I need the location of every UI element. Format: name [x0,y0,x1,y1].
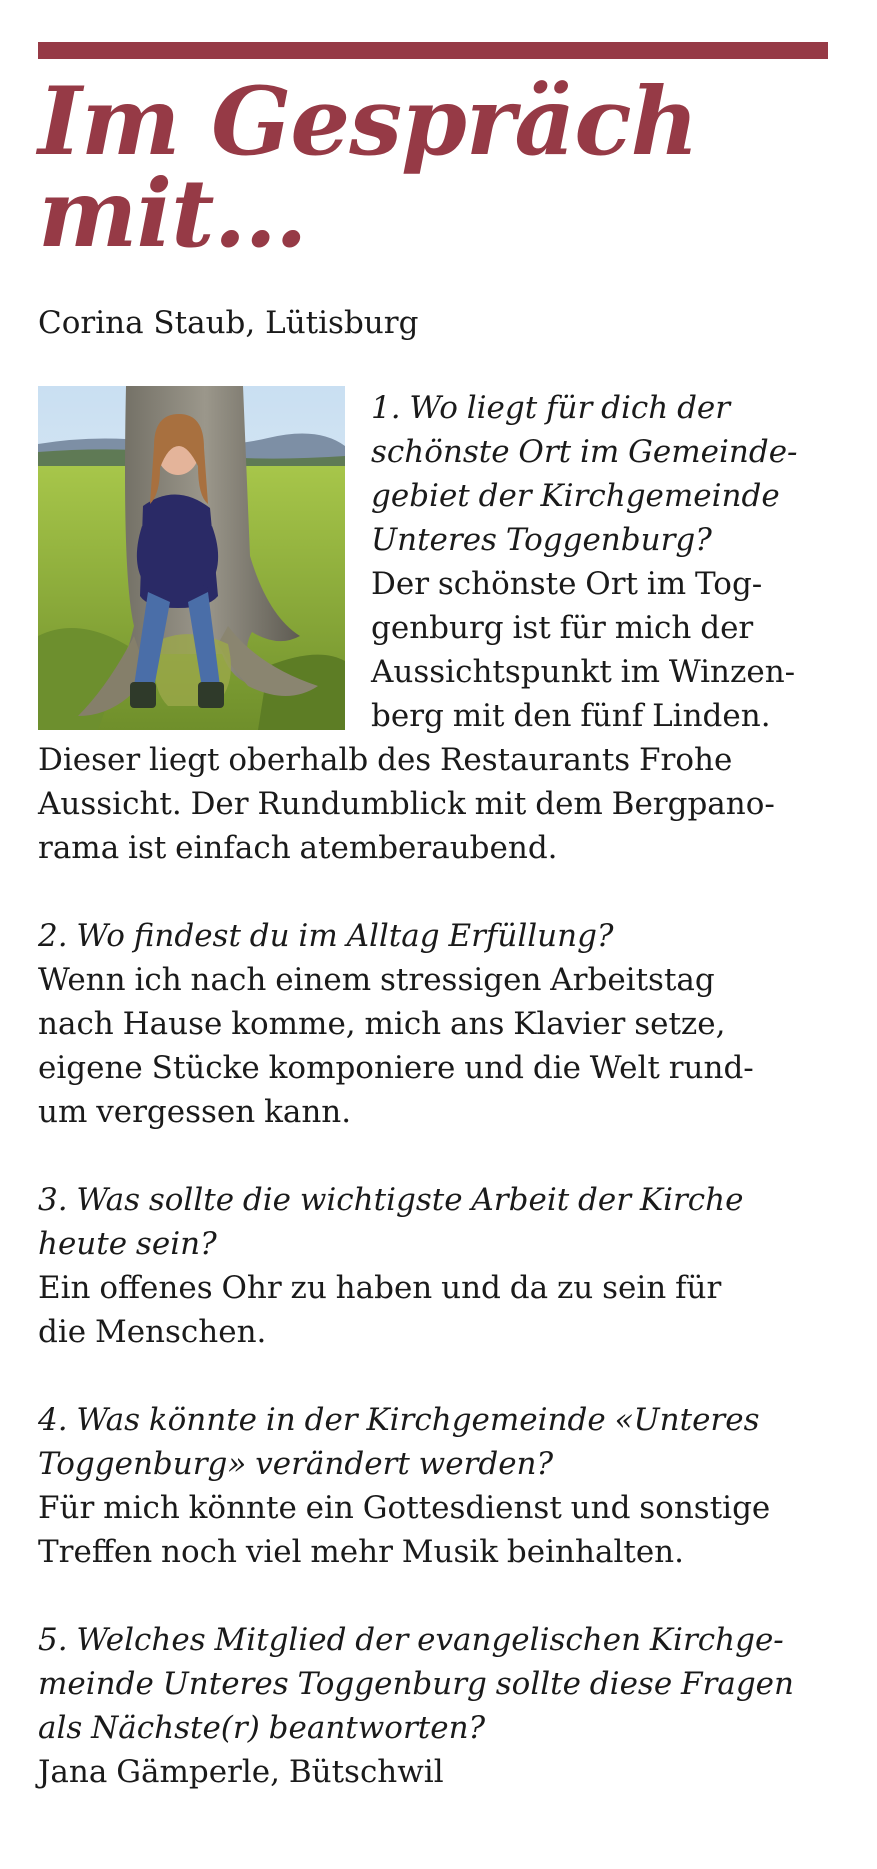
portrait-photo [38,386,345,730]
answer: Ein offenes Ohr zu haben und da zu sein für die Menschen. [38,1270,722,1350]
question: 1. Wo liegt für dich der schönste Ort im Gemeinde- gebiet der Kirchgemeinde Unteres Toggenburg? [371,390,798,558]
answer: Jana Gämperle, Bütschwil [38,1754,444,1790]
qa-item [38,1178,828,1354]
question: 4. Was könnte in der Kirchgemeinde «Unteres Toggenburg» verändert werden? [38,1402,760,1482]
question: 5. Welches Mitglied der evangelischen Kirchge- meinde Unteres Toggenburg sollte diese Fragen als Nächste(r) beantworten? [38,1622,794,1746]
question: 3. Was sollte die wichtigste Arbeit der Kirche heute sein? [38,1182,744,1262]
answer: Der schönste Ort im Tog- genburg ist für mich der Aussichtspunkt im Winzen- berg mit den fünf Linden. Dieser liegt oberhalb des Restaurants Frohe Aussicht. Der Rundumblick mit dem Bergpano- rama ist einfach atemberaubend. [38,566,796,866]
byline: Corina Staub, Lütisburg [38,305,419,341]
answer: Für mich könnte ein Gottesdienst und sonstige Treffen noch viel mehr Musik beinhalten. [38,1490,771,1570]
question: 2. Wo findest du im Alltag Erfüllung? [38,918,614,954]
qa-item [38,914,828,1134]
interview-article [38,386,828,1794]
title-line-2: mit… [38,159,307,269]
page-title [38,67,838,269]
title-line-1: Im Gespräch [38,67,698,177]
qa-item [38,1618,828,1794]
top-rule [38,42,828,59]
answer: Wenn ich nach einem stressigen Arbeitstag nach Hause komme, mich ans Klavier setze, eigene Stücke komponiere und die Welt rund- um vergessen kann. [38,962,754,1130]
qa-item [38,1398,828,1574]
